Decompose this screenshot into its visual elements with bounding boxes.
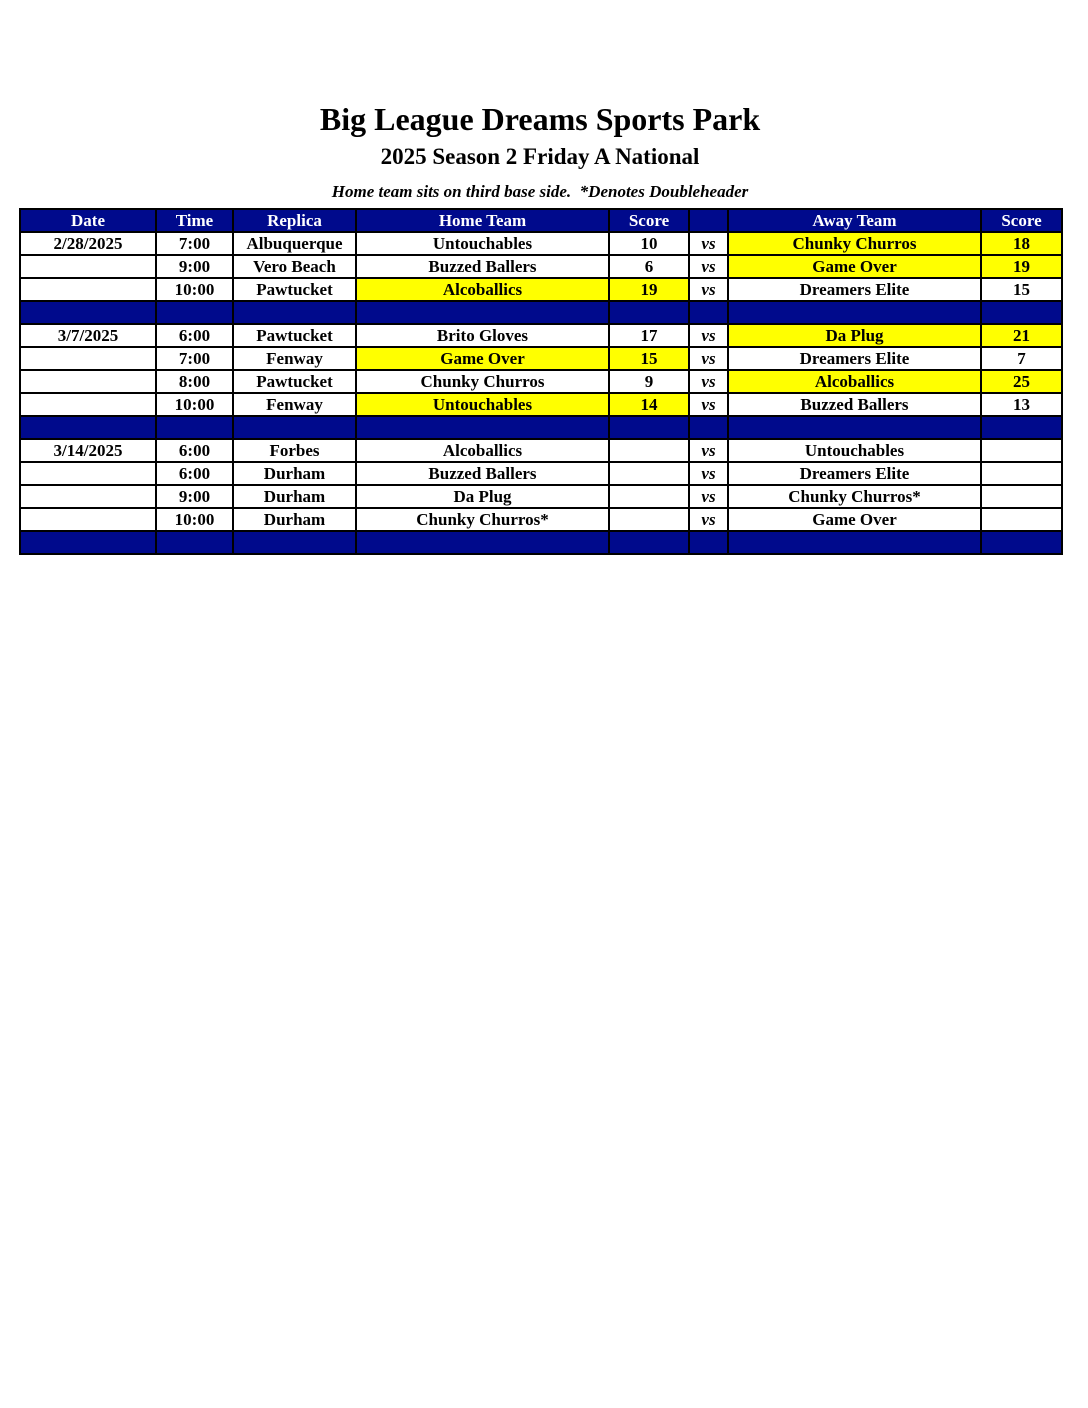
vs-cell: vs	[689, 324, 728, 347]
time-cell: 7:00	[156, 232, 233, 255]
page-title: Big League Dreams Sports Park	[319, 101, 761, 137]
separator-cell	[356, 301, 609, 324]
home-score-cell: 6	[609, 255, 689, 278]
replica-cell: Albuquerque	[233, 232, 356, 255]
vs-cell: vs	[689, 370, 728, 393]
home-score-cell: 10	[609, 232, 689, 255]
away-score-cell: 15	[981, 278, 1062, 301]
separator-cell	[20, 531, 156, 554]
separator-cell	[156, 301, 233, 324]
game-row	[20, 278, 1062, 301]
home-team-cell: Buzzed Ballers	[356, 255, 609, 278]
home-score-cell: 9	[609, 370, 689, 393]
away-team-cell: Dreamers Elite	[728, 347, 981, 370]
replica-cell: Fenway	[233, 347, 356, 370]
home-score-cell: 17	[609, 324, 689, 347]
away-team-cell: Game Over	[728, 508, 981, 531]
game-row	[20, 485, 1062, 508]
game-row	[20, 232, 1062, 255]
vs-cell: vs	[689, 508, 728, 531]
away-team-cell: Game Over	[728, 255, 981, 278]
replica-cell: Durham	[233, 508, 356, 531]
away-team-cell: Chunky Churros	[728, 232, 981, 255]
away-score-cell: 19	[981, 255, 1062, 278]
col-header-replica: Replica	[233, 209, 356, 232]
separator-cell	[981, 531, 1062, 554]
time-cell: 6:00	[156, 324, 233, 347]
schedule-note: Home team sits on third base side. *Denotes Doubleheader	[331, 182, 749, 201]
date-cell	[20, 393, 156, 416]
away-team-cell: Dreamers Elite	[728, 462, 981, 485]
vs-cell: vs	[689, 393, 728, 416]
separator-row	[20, 416, 1062, 439]
separator-cell	[981, 301, 1062, 324]
home-team-cell: Untouchables	[356, 393, 609, 416]
separator-cell	[20, 416, 156, 439]
separator-cell	[609, 531, 689, 554]
col-header-away-score: Score	[981, 209, 1062, 232]
vs-cell: vs	[689, 462, 728, 485]
vs-cell: vs	[689, 278, 728, 301]
game-row	[20, 508, 1062, 531]
page-subtitle: 2025 Season 2 Friday A National	[380, 144, 700, 169]
separator-row	[20, 301, 1062, 324]
separator-cell	[689, 416, 728, 439]
date-cell	[20, 485, 156, 508]
home-score-cell	[609, 485, 689, 508]
separator-cell	[356, 531, 609, 554]
away-team-cell: Dreamers Elite	[728, 278, 981, 301]
replica-cell: Pawtucket	[233, 370, 356, 393]
separator-cell	[356, 416, 609, 439]
replica-cell: Fenway	[233, 393, 356, 416]
separator-cell	[689, 301, 728, 324]
time-cell: 6:00	[156, 439, 233, 462]
vs-cell: vs	[689, 439, 728, 462]
separator-cell	[233, 531, 356, 554]
time-cell: 10:00	[156, 508, 233, 531]
col-header-time: Time	[156, 209, 233, 232]
vs-cell: vs	[689, 485, 728, 508]
date-cell	[20, 278, 156, 301]
separator-cell	[233, 301, 356, 324]
game-row	[20, 255, 1062, 278]
away-team-cell: Chunky Churros*	[728, 485, 981, 508]
col-header-vs	[689, 209, 728, 232]
col-header-home-score: Score	[609, 209, 689, 232]
home-team-cell: Da Plug	[356, 485, 609, 508]
home-team-cell: Chunky Churros	[356, 370, 609, 393]
vs-cell: vs	[689, 232, 728, 255]
separator-row	[20, 531, 1062, 554]
replica-cell: Forbes	[233, 439, 356, 462]
schedule-table	[19, 208, 1063, 555]
replica-cell: Pawtucket	[233, 324, 356, 347]
vs-cell: vs	[689, 347, 728, 370]
home-team-cell: Alcoballics	[356, 278, 609, 301]
game-row	[20, 393, 1062, 416]
time-cell: 9:00	[156, 255, 233, 278]
separator-cell	[156, 416, 233, 439]
home-team-cell: Alcoballics	[356, 439, 609, 462]
away-team-cell: Alcoballics	[728, 370, 981, 393]
home-team-cell: Brito Gloves	[356, 324, 609, 347]
separator-cell	[609, 301, 689, 324]
date-cell: 3/14/2025	[20, 439, 156, 462]
time-cell: 9:00	[156, 485, 233, 508]
schedule-body	[20, 232, 1062, 554]
vs-cell: vs	[689, 255, 728, 278]
replica-cell: Pawtucket	[233, 278, 356, 301]
time-cell: 7:00	[156, 347, 233, 370]
game-row	[20, 370, 1062, 393]
game-row	[20, 462, 1062, 485]
home-score-cell	[609, 508, 689, 531]
separator-cell	[233, 416, 356, 439]
home-score-cell: 19	[609, 278, 689, 301]
separator-cell	[689, 531, 728, 554]
away-team-cell: Da Plug	[728, 324, 981, 347]
date-cell	[20, 255, 156, 278]
date-cell	[20, 462, 156, 485]
time-cell: 10:00	[156, 278, 233, 301]
away-score-cell: 7	[981, 347, 1062, 370]
separator-cell	[728, 531, 981, 554]
time-cell: 10:00	[156, 393, 233, 416]
date-cell: 2/28/2025	[20, 232, 156, 255]
time-cell: 6:00	[156, 462, 233, 485]
home-team-cell: Buzzed Ballers	[356, 462, 609, 485]
date-cell	[20, 370, 156, 393]
away-score-cell: 13	[981, 393, 1062, 416]
home-score-cell: 14	[609, 393, 689, 416]
home-score-cell	[609, 462, 689, 485]
separator-cell	[609, 416, 689, 439]
time-cell: 8:00	[156, 370, 233, 393]
away-score-cell	[981, 485, 1062, 508]
away-score-cell	[981, 462, 1062, 485]
home-team-cell: Chunky Churros*	[356, 508, 609, 531]
game-row	[20, 439, 1062, 462]
header-row	[20, 209, 1062, 232]
replica-cell: Durham	[233, 485, 356, 508]
separator-cell	[728, 416, 981, 439]
game-row	[20, 347, 1062, 370]
separator-cell	[156, 531, 233, 554]
date-cell: 3/7/2025	[20, 324, 156, 347]
game-row	[20, 324, 1062, 347]
date-cell	[20, 508, 156, 531]
away-score-cell	[981, 439, 1062, 462]
away-score-cell	[981, 508, 1062, 531]
separator-cell	[20, 301, 156, 324]
col-header-away-team: Away Team	[728, 209, 981, 232]
home-team-cell: Untouchables	[356, 232, 609, 255]
replica-cell: Durham	[233, 462, 356, 485]
replica-cell: Vero Beach	[233, 255, 356, 278]
away-score-cell: 21	[981, 324, 1062, 347]
away-score-cell: 25	[981, 370, 1062, 393]
separator-cell	[981, 416, 1062, 439]
home-team-cell: Game Over	[356, 347, 609, 370]
col-header-date: Date	[20, 209, 156, 232]
separator-cell	[728, 301, 981, 324]
away-team-cell: Buzzed Ballers	[728, 393, 981, 416]
away-score-cell: 18	[981, 232, 1062, 255]
col-header-home-team: Home Team	[356, 209, 609, 232]
date-cell	[20, 347, 156, 370]
home-score-cell: 15	[609, 347, 689, 370]
home-score-cell	[609, 439, 689, 462]
away-team-cell: Untouchables	[728, 439, 981, 462]
